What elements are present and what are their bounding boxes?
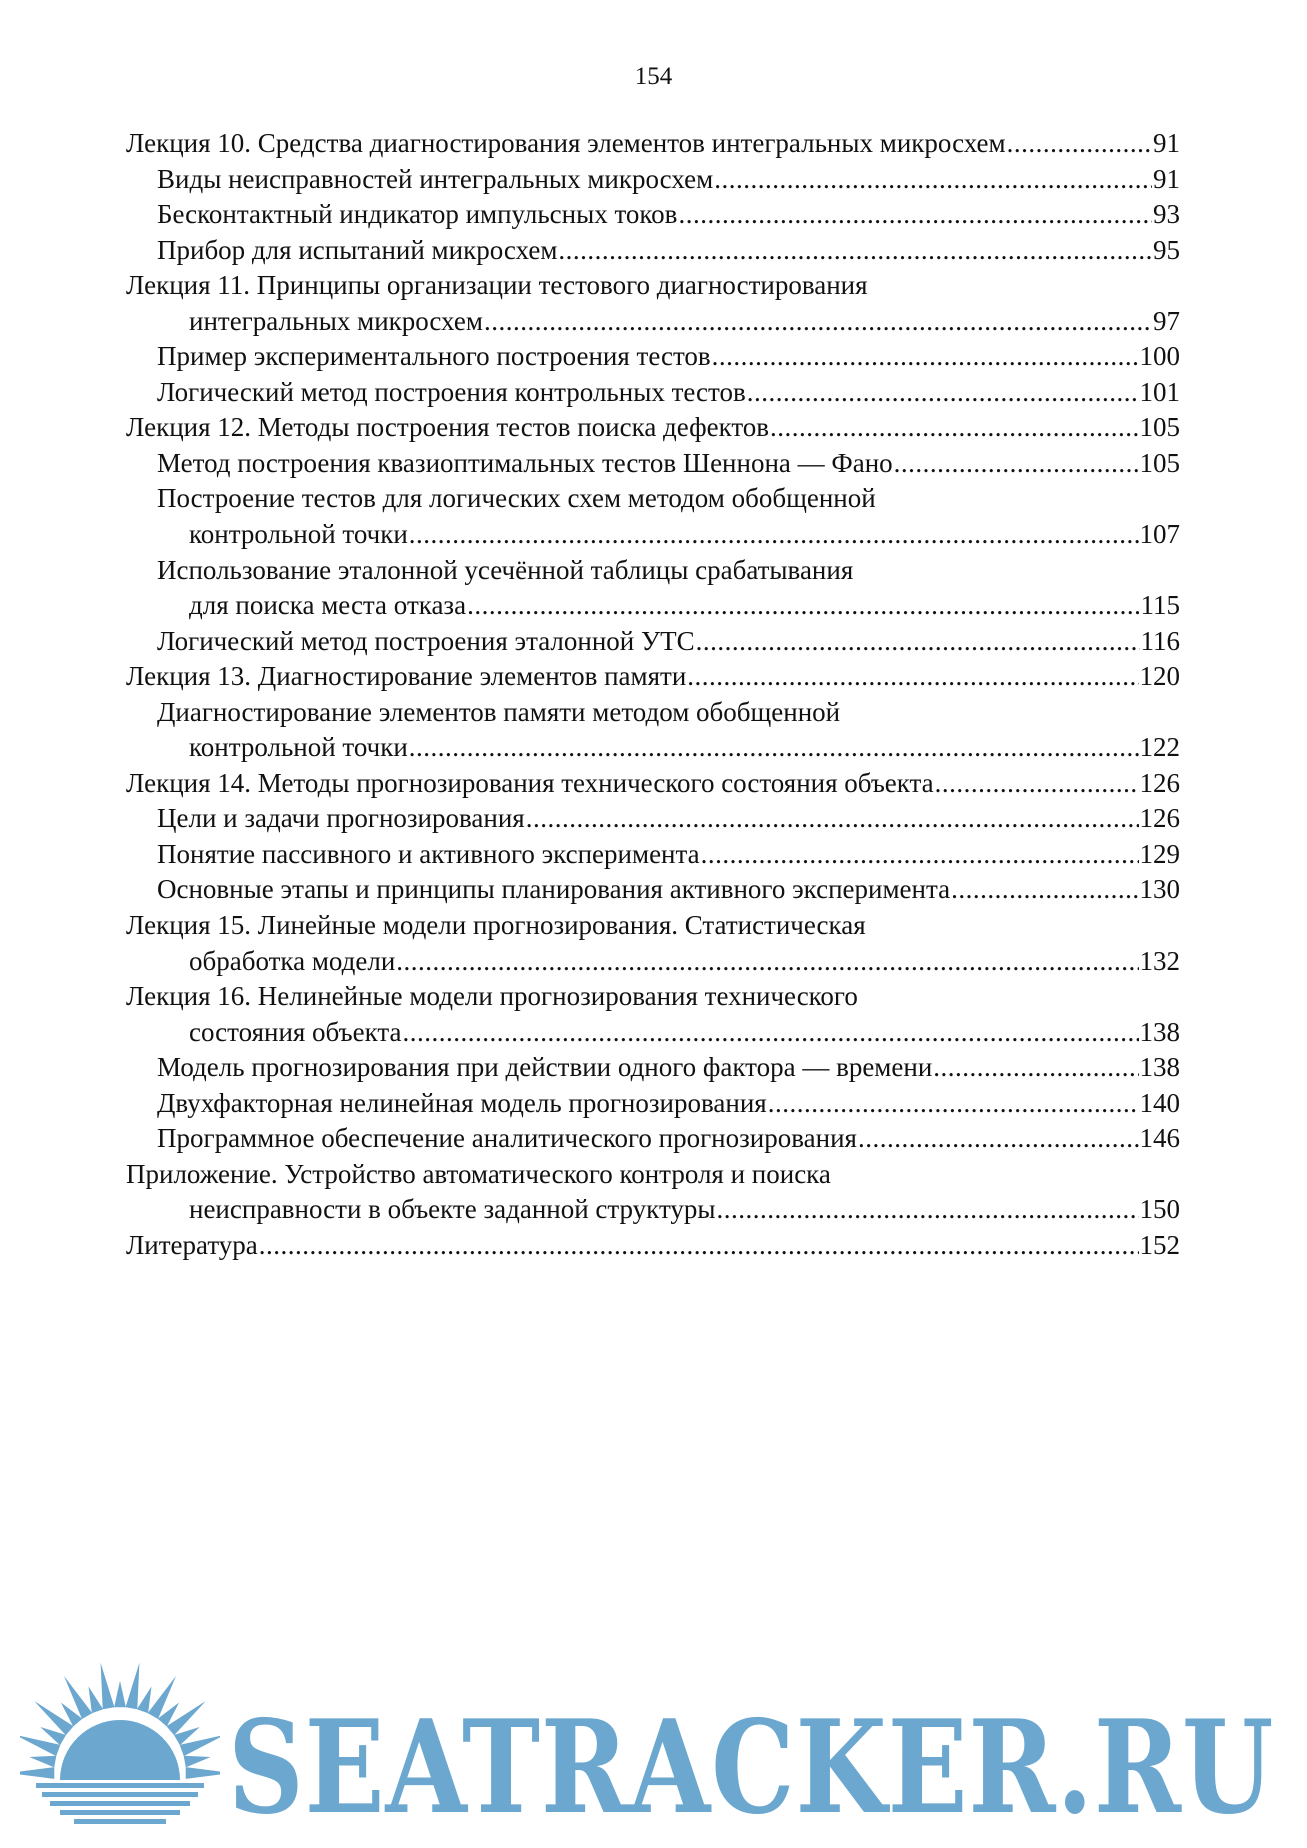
toc-leader-dots (1007, 126, 1152, 162)
toc-entry-title: Пример экспериментального построения тестов (157, 341, 711, 372)
toc-entry-page: 138 (1139, 1016, 1180, 1047)
toc-entry-title: Основные этапы и принципы планирования активного эксперимента (157, 874, 951, 905)
toc-entry (126, 162, 1180, 198)
toc-entry (126, 1157, 1180, 1193)
toc-entry-page: 140 (1139, 1087, 1180, 1118)
toc-entry-page: 146 (1139, 1123, 1180, 1154)
toc-leader-dots (933, 1050, 1138, 1086)
toc-entry (126, 339, 1180, 375)
toc-entry (126, 837, 1180, 873)
toc-leader-dots (712, 339, 1139, 375)
toc-entry (126, 446, 1180, 482)
toc-entry-page: 152 (1139, 1229, 1180, 1260)
toc-entry-page: 129 (1139, 838, 1180, 869)
toc-entry-title: Понятие пассивного и активного эксперимента (157, 838, 700, 869)
toc-entry (126, 1228, 1180, 1264)
toc-entry-page: 120 (1139, 661, 1180, 692)
toc-entry-page: 115 (1140, 590, 1180, 621)
toc-entry (126, 304, 1180, 340)
toc-leader-dots (526, 801, 1139, 837)
sun-ray (89, 1687, 104, 1714)
toc-entry-title: Двухфакторная нелинейная модель прогнозирования (157, 1087, 767, 1118)
watermark (20, 1655, 1300, 1845)
toc-entry (126, 481, 1180, 517)
toc-leader-dots (558, 233, 1152, 269)
toc-entry (126, 695, 1180, 731)
toc-entry-page: 95 (1153, 234, 1180, 265)
sun-ray (184, 1756, 211, 1768)
toc-entry-title: Литература (126, 1229, 258, 1260)
toc-entry-title: Диагностирование элементов памяти методом обобщенной (157, 696, 841, 727)
toc-entry-title: Виды неисправностей интегральных микросхем (157, 163, 714, 194)
toc-entry (126, 126, 1180, 162)
toc-entry (126, 553, 1180, 589)
toc-entry-title: Лекция 10. Средства диагностирования элементов интегральных микросхем (126, 128, 1006, 158)
toc-entry-page: 100 (1139, 341, 1180, 372)
toc-entry (126, 1015, 1180, 1051)
toc-entry-title: Лекция 15. Линейные модели прогнозирования. Статистическая (126, 910, 866, 941)
toc-leader-dots (747, 375, 1139, 411)
toc-entry-title: состояния объекта (189, 1016, 402, 1047)
sun-ray (20, 1767, 54, 1779)
toc-entry-title: Логический метод построения эталонной УТС (157, 625, 695, 656)
toc-entry-title: Цели и задачи прогнозирования (157, 803, 525, 834)
toc-leader-dots (858, 1121, 1139, 1157)
toc-entry-page: 105 (1139, 447, 1180, 478)
toc-entry-title: Лекция 13. Диагностирование элементов памяти (126, 661, 687, 692)
sun-ray (101, 1663, 115, 1710)
toc-entry-page: 130 (1139, 874, 1180, 905)
toc-entry-page: 91 (1153, 128, 1180, 158)
toc-entry-title: для поиска места отказа (189, 590, 467, 621)
toc-entry (126, 1121, 1180, 1157)
sun-logo-icon (20, 1655, 220, 1845)
toc-entry-title: интегральных микросхем (189, 305, 483, 336)
toc-leader-dots (402, 1015, 1138, 1051)
toc-entry-page: 97 (1153, 305, 1180, 336)
toc-entry-page: 126 (1139, 767, 1180, 798)
toc-entry (126, 659, 1180, 695)
toc-entry-title: Программное обеспечение аналитического прогнозирования (157, 1123, 857, 1154)
table-of-contents (126, 126, 1180, 1264)
toc-entry-title: Использование эталонной усечённой таблицы срабатывания (157, 554, 854, 585)
toc-leader-dots (484, 304, 1152, 340)
toc-leader-dots (678, 197, 1152, 233)
toc-leader-dots (714, 162, 1152, 198)
toc-entry-title: Приложение. Устройство автоматического контроля и поиска (126, 1158, 831, 1189)
toc-entry-title: Лекция 12. Методы построения тестов поиска дефектов (126, 412, 770, 443)
toc-entry (126, 1192, 1180, 1228)
toc-leader-dots (696, 624, 1140, 660)
toc-entry-page: 93 (1153, 199, 1180, 230)
toc-entry-title: Бесконтактный индикатор импульсных токов (157, 199, 678, 230)
toc-entry (126, 624, 1180, 660)
toc-entry-page: 116 (1140, 625, 1180, 656)
toc-entry-title: Прибор для испытаний микросхем (157, 234, 558, 265)
sun-ray (137, 1687, 152, 1714)
toc-entry-title: Лекция 14. Методы прогнозирования технического состояния объекта (126, 767, 934, 798)
toc-entry (126, 872, 1180, 908)
toc-entry (126, 944, 1180, 980)
toc-entry-title: обработка модели (189, 945, 396, 976)
toc-entry-page: 138 (1139, 1052, 1180, 1083)
toc-leader-dots (396, 944, 1138, 980)
toc-entry-page: 122 (1139, 732, 1180, 763)
toc-entry-page: 91 (1153, 163, 1180, 194)
toc-leader-dots (467, 588, 1139, 624)
toc-entry-title: Метод построения квазиоптимальных тестов Шеннона — Фано (157, 447, 893, 478)
page-number: 154 (634, 63, 673, 90)
toc-entry-title: Построение тестов для логических схем методом обобщенной (157, 483, 876, 514)
toc-entry (126, 766, 1180, 802)
toc-entry (126, 801, 1180, 837)
toc-entry (126, 730, 1180, 766)
toc-entry-page: 126 (1139, 803, 1180, 834)
toc-leader-dots (894, 446, 1139, 482)
toc-entry-page: 132 (1139, 945, 1180, 976)
toc-entry-page: 150 (1139, 1194, 1180, 1225)
watermark-text: SEATRACKER.RU (228, 1693, 1275, 1843)
sun-ray (34, 1701, 73, 1735)
toc-entry (126, 268, 1180, 304)
toc-entry (126, 517, 1180, 553)
toc-entry (126, 1050, 1180, 1086)
toc-entry-page: 107 (1139, 519, 1180, 550)
toc-entry (126, 908, 1180, 944)
toc-entry-title: Лекция 16. Нелинейные модели прогнозирования технического (126, 981, 858, 1012)
toc-leader-dots (687, 659, 1138, 695)
toc-leader-dots (701, 837, 1139, 873)
toc-entry (126, 233, 1180, 269)
toc-leader-dots (770, 410, 1138, 446)
toc-entry-title: контрольной точки (189, 732, 408, 763)
toc-leader-dots (935, 766, 1139, 802)
sun-ray (167, 1701, 206, 1735)
toc-entry-title: Лекция 11. Принципы организации тестового диагностирования (126, 270, 868, 301)
toc-entry-page: 101 (1139, 376, 1180, 407)
toc-entry (126, 410, 1180, 446)
toc-leader-dots (951, 872, 1138, 908)
toc-entry (126, 979, 1180, 1015)
sun-ray (114, 1681, 126, 1707)
toc-leader-dots (409, 517, 1139, 553)
toc-entry-title: неисправности в объекте заданной структуры (189, 1194, 716, 1225)
toc-entry (126, 588, 1180, 624)
toc-entry-title: Логический метод построения контрольных тестов (157, 376, 746, 407)
toc-leader-dots (768, 1086, 1139, 1122)
sun-ray (126, 1663, 140, 1710)
toc-entry (126, 1086, 1180, 1122)
toc-entry-title: контрольной точки (189, 519, 408, 550)
toc-entry-page: 105 (1139, 412, 1180, 443)
toc-leader-dots (409, 730, 1139, 766)
toc-entry (126, 197, 1180, 233)
sun-ray (29, 1756, 56, 1768)
toc-entry-title: Модель прогнозирования при действии одного фактора — времени (157, 1052, 933, 1083)
toc-leader-dots (717, 1192, 1139, 1228)
toc-entry (126, 375, 1180, 411)
sun-ray (186, 1767, 220, 1779)
toc-leader-dots (259, 1228, 1139, 1264)
